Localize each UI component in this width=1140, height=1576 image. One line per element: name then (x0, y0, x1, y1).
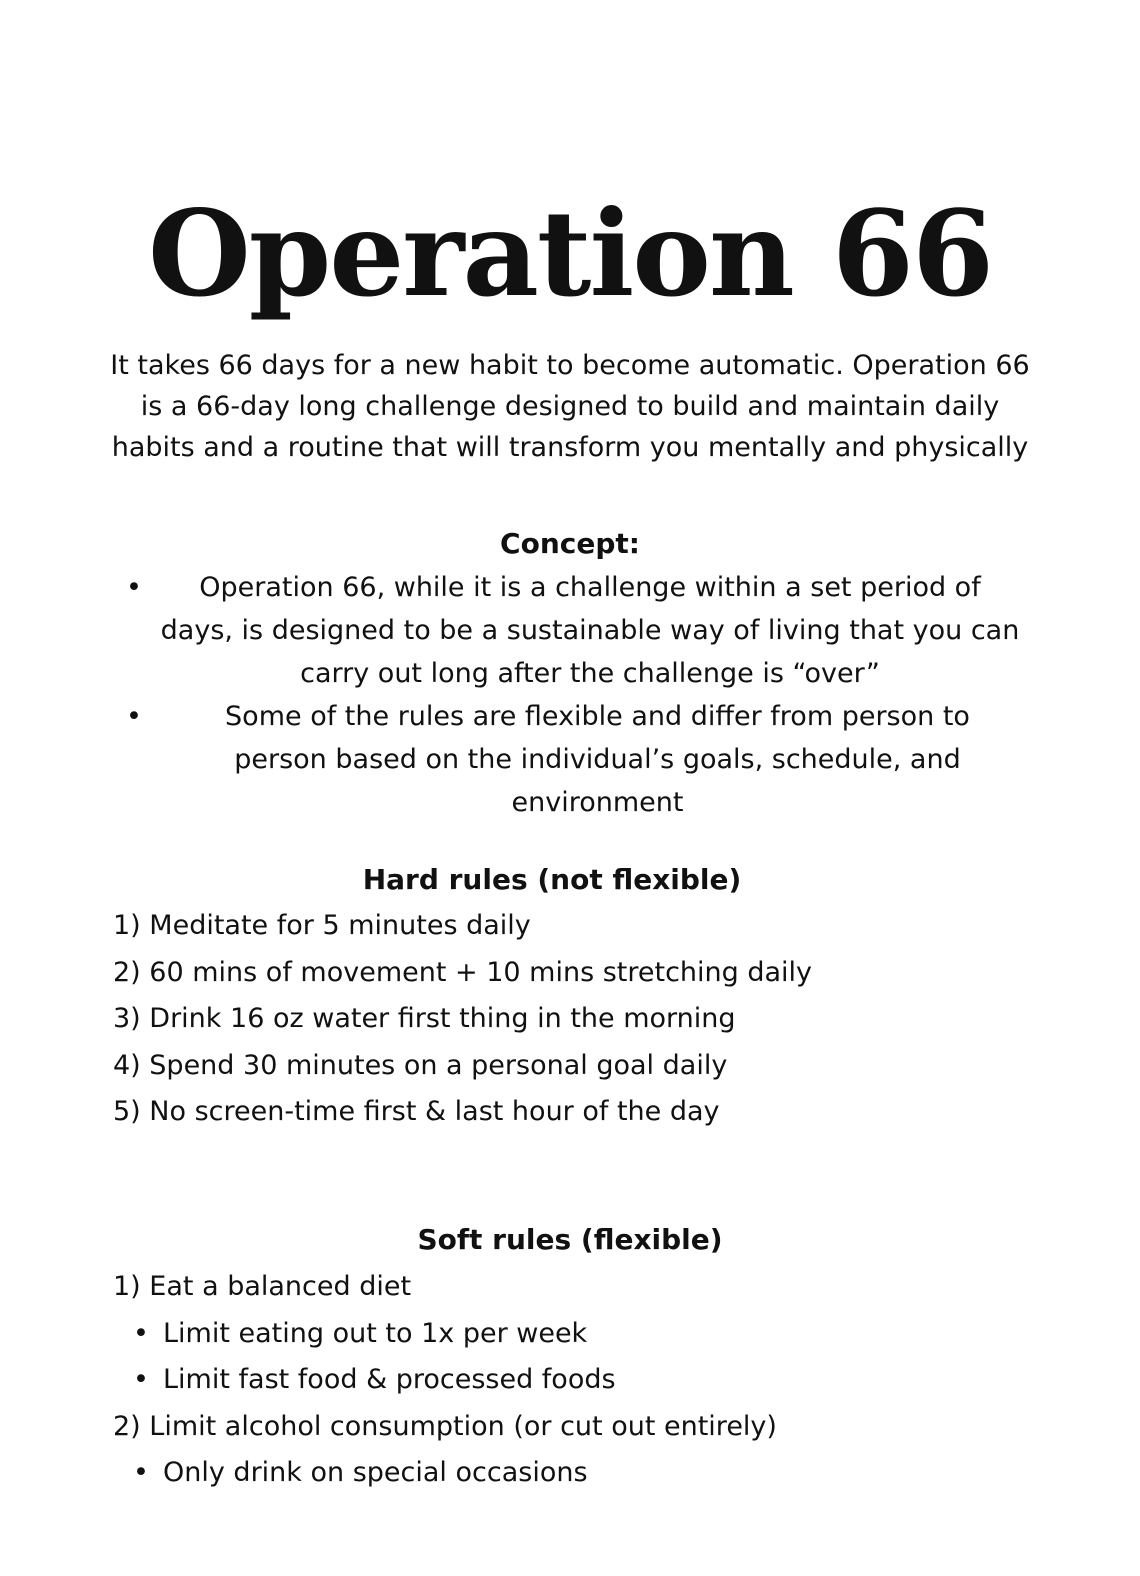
concept-heading: Concept: (500, 527, 640, 560)
intro-paragraph: It takes 66 days for a new habit to become automatic. Operation 66 is a 66-day long challenge designed to build and maintain daily habits and a routine that will transform you mentally and physically (110, 350, 1030, 463)
hard-rules-heading: Hard rules (not flexible) (362, 863, 742, 896)
soft-rule-subitem (113, 1311, 1033, 1358)
hard-rule-item: 1) Meditate for 5 minutes daily (113, 910, 531, 941)
soft-rule-item: 2) Limit alcohol consumption (or cut out entirely) (113, 1410, 777, 1442)
soft-rule-subitem (113, 1357, 1033, 1404)
soft-rules-heading: Soft rules (flexible) (417, 1223, 723, 1256)
concept-bullet (120, 566, 1020, 695)
soft-rule-subitem-text: Limit eating out to 1x per week (163, 1317, 588, 1349)
soft-rule-subitem (113, 1450, 1033, 1497)
soft-rule-subitem-text: Only drink on special occasions (163, 1457, 588, 1488)
hard-rule-item: 4) Spend 30 minutes on a personal goal daily (113, 1049, 728, 1081)
hard-rules-list (113, 903, 1033, 1136)
concept-bullet-text: Operation 66, while it is a challenge within a set period of days, is designed to be a sustainable way of living that you can carry out long after the challenge is “over” (160, 572, 1020, 689)
bullet-icon: • (133, 1317, 149, 1349)
soft-rule-subitem-text: Limit fast food & processed foods (163, 1364, 616, 1395)
hard-rule-item: 3) Drink 16 oz water first thing in the morning (113, 1003, 736, 1034)
soft-rule-item: 1) Eat a balanced diet (113, 1271, 412, 1302)
hard-rule-item: 2) 60 mins of movement + 10 mins stretching daily (113, 956, 813, 988)
concept-bullet (120, 695, 1020, 824)
concept-list (120, 566, 1020, 824)
bullet-icon: • (126, 701, 142, 732)
bullet-icon: • (133, 1364, 149, 1395)
hard-rule-item: 5) No screen-time first & last hour of the day (113, 1096, 720, 1127)
concept-bullet-text: Some of the rules are flexible and differ from person to person based on the individual’s goals, schedule, and environment (225, 701, 970, 818)
bullet-icon: • (133, 1457, 149, 1488)
page-title: Operation 66 (147, 184, 993, 324)
bullet-icon: • (126, 572, 142, 603)
soft-rules-list (113, 1264, 1033, 1497)
